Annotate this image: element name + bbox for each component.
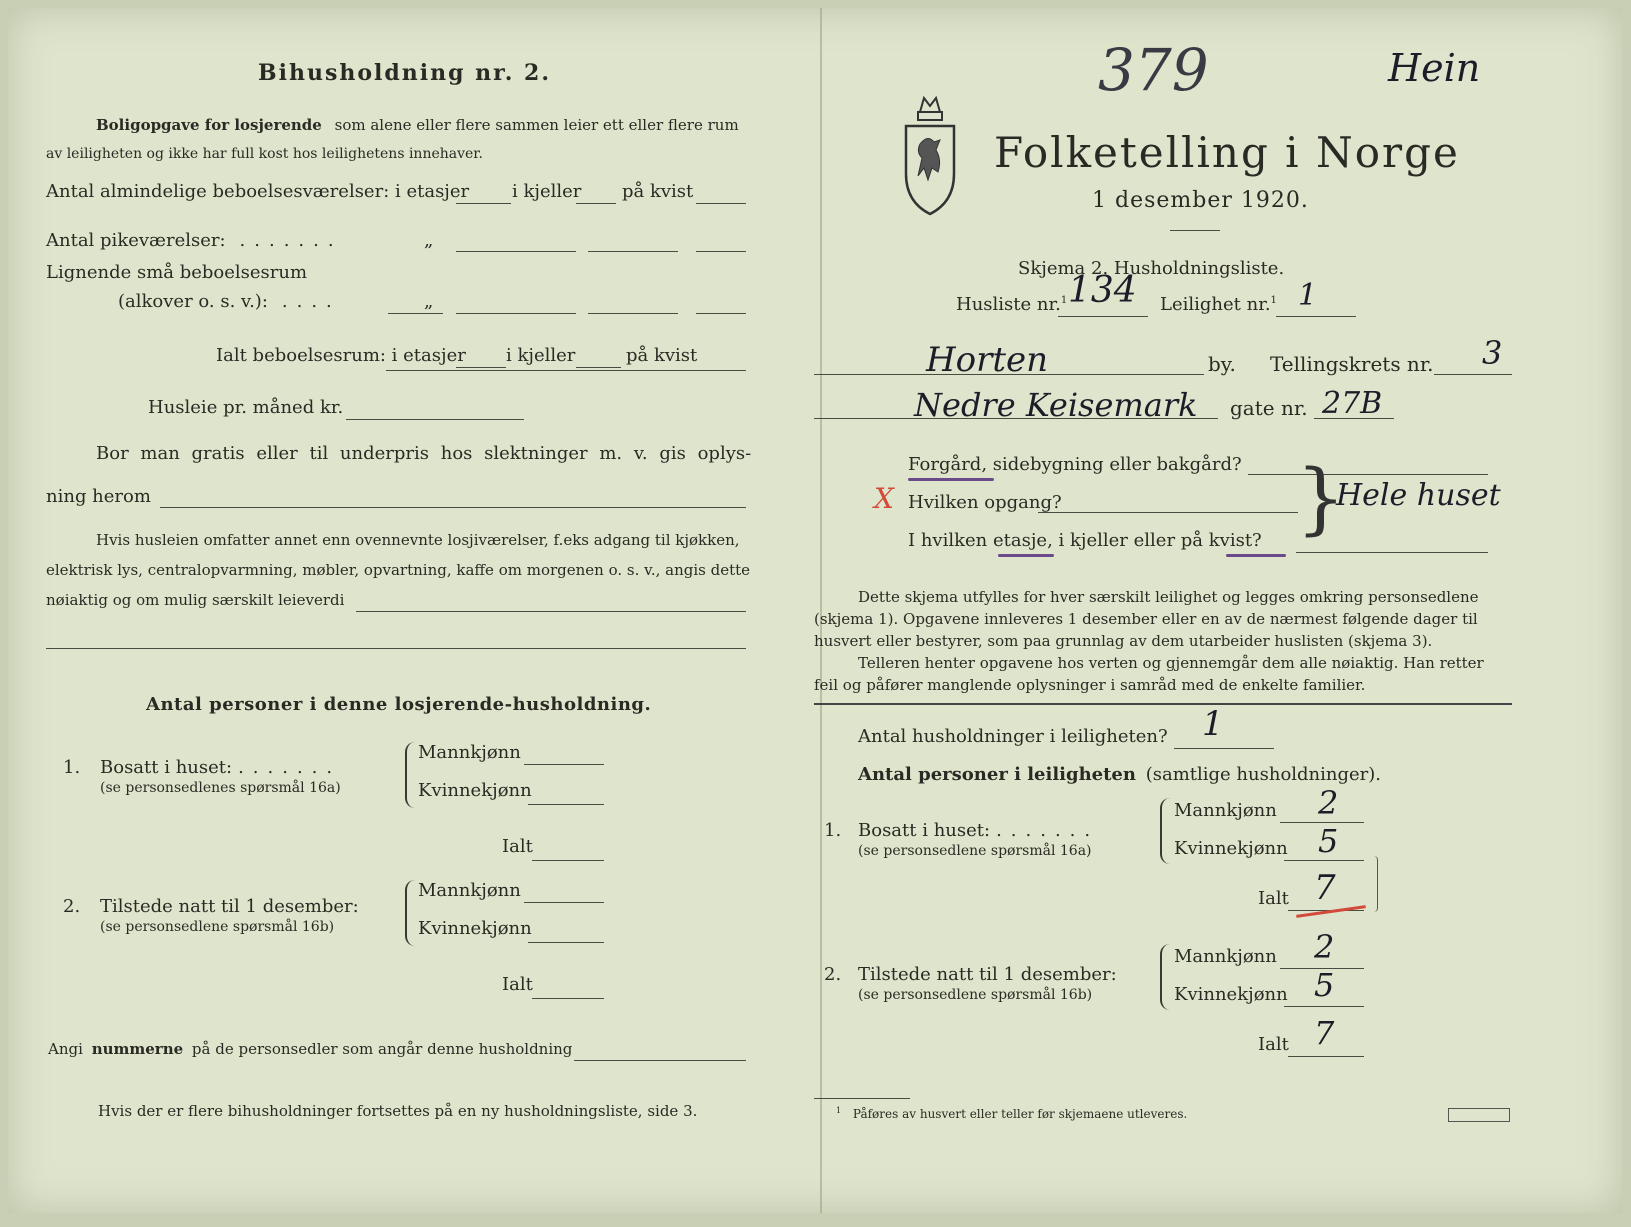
- right-title: Folketelling i Norge: [994, 128, 1460, 177]
- x-mark: X: [874, 482, 894, 515]
- gratis-line1: Bor man gratis eller til underpris hos slektninger m. v. gis oplys-: [96, 443, 752, 464]
- husleie-label: Husleie pr. måned kr.: [148, 397, 344, 418]
- pike-label: Antal pikeværelser: .......: [46, 230, 343, 251]
- lignende-label-2: (alkover o. s. v.): ....: [118, 291, 341, 312]
- leilighet-label: Leilighet nr.$^1$: [1160, 294, 1277, 315]
- info-line3: husvert eller bestyrer, som paa grunnlag av dem utarbeider huslisten (skjema 3).: [814, 632, 1433, 650]
- angi-line: Angi nummerne på de personsedler som angår denne husholdning: [48, 1040, 573, 1058]
- right-q1-label: Bosatt i huset: .......: [858, 820, 1100, 841]
- tellingskrets-label: Tellingskrets nr.: [1270, 352, 1434, 376]
- street-value: Nedre Keisemark: [914, 386, 1198, 424]
- skjema-label: Skjema 2. Husholdningsliste.: [1018, 258, 1285, 279]
- husliste-value: 134: [1068, 270, 1137, 311]
- forgaard-label: Forgård, sidebygning eller bakgård?: [908, 454, 1242, 475]
- left-q1-label: Bosatt i huset: .......: [100, 757, 342, 778]
- gate-value: 27B: [1322, 386, 1383, 421]
- census-form-sheet: Bihusholdning nr. 2. Boligopgave for losjerende som alene eller flere sammen leier ett eller flere rum av leiligheten og ikke har full kost hos leilighetens innehaver. Antal almindelige beboelsesværelser: i etasjer i kjeller på kvist Antal pikeværelser: ....... „ Lignende små beboelsesrum (alkover o. s. v.): .... „ Ialt beboelsesrum: i etasjer i kjeller på kvist Husleie pr. måned kr. Bor man gratis eller til underpris hos slektninger m. v. gis oplys- ning herom Hvis husleien omfatter annet enn ovennevnte losjiværelser, f.eks adgang til kjøkken, elektrisk lys, centralopvarmning, møbler, opvartning, kaffe om morgenen o. s. v., angis dette nøiaktig og om mulig særskilt leieverdi Antal personer i denne losjerende-husholdning. 1. Bosatt i huset: ....... (se personsedlenes spørsmål 16a) Mannkjønn Kvinnekjønn Ialt 2. Tilstede natt til 1 desember: (se personsedlene spørsmål 16b) Mannkjønn Kvinnekjønn Ialt Angi nummerne på de personsedler som angår denne husholdning Hvis der er flere bihusholdninger fortsettes på en ny husholdningsliste, side 3. 379 Hein Folketelling i Norge 1 desember 1920. Skjema 2. Husholdningsliste. Husliste nr.$^1$ 134 Leilighet nr.$^1$ 1 Horten by. Tellingskrets nr. 3 Nedre Keisemark gate nr. 27B Forgård, sidebygning eller bakgård? X Hvilken opgang? } Hele huset I hvilken etasje, i kjeller eller på kvist? Dette skjema utfylles for hver særskilt leilighet og legges omkring personsedlene (skjema 1). Opgavene innleveres 1 desember eller en av de nærmest følgende dager til husvert eller bestyrer, som paa grunnlag av dem utarbeider huslisten (skjema 3). Telleren henter opgavene hos verten og gjennemgår dem alle nøiaktig. Han retter feil og påfører manglende oplysninger i samråd med de enkelte familier. Antal husholdninger i leiligheten? 1 Antal personer i leiligheten (samtlige husholdninger). 1. Bosatt i huset: ....... (se personsedlene spørsmål 16a) Mannkjønn 2 Kvinnekjønn 5 Ialt 7 2. Tilstede natt til 1 desember: (se personsedlene spørsmål 16b) Mannkjønn 2 Kvinnekjønn 5 Ialt 7 $^1$ Påføres av husvert eller teller før skjemaene utleveres.: [8, 8, 1622, 1213]
- husliste-label: Husliste nr.$^1$: [956, 294, 1068, 315]
- husholdninger-value: 1: [1202, 704, 1224, 744]
- rooms-kvist-label: på kvist: [622, 181, 694, 202]
- left-q2-label: Tilstede natt til 1 desember:: [100, 896, 359, 917]
- husleien-line3: nøiaktig og om mulig særskilt leieverdi: [46, 591, 345, 609]
- right-q2-label: Tilstede natt til 1 desember:: [858, 964, 1117, 985]
- left-title: Bihusholdning nr. 2.: [258, 60, 551, 86]
- tellingskrets-value: 3: [1482, 334, 1503, 372]
- lignende-label-1: Lignende små beboelsesrum: [46, 262, 308, 283]
- printer-stamp: [1448, 1108, 1510, 1122]
- husleien-line2: elektrisk lys, centralopvarmning, møbler, opvartning, kaffe om morgenen o. s. v., angis dette: [46, 561, 751, 579]
- leilighet-value: 1: [1298, 278, 1318, 313]
- info-line4: Telleren henter opgavene hos verten og gjennemgår dem alle nøiaktig. Han retter: [858, 654, 1484, 672]
- footnote: $^1$ Påføres av husvert eller teller før skjemaene utleveres.: [836, 1106, 1188, 1121]
- brace-mark: }: [1296, 454, 1346, 544]
- q2-ialt-value: 7: [1314, 1014, 1335, 1052]
- handwritten-corner: Hein: [1388, 46, 1481, 90]
- handwritten-number: 379: [1098, 36, 1209, 104]
- info-line2: (skjema 1). Opgavene innleveres 1 desember eller en av de nærmest følgende dager til: [814, 610, 1478, 628]
- q2-kvinne-value: 5: [1314, 966, 1335, 1004]
- husholdninger-label: Antal husholdninger i leiligheten?: [858, 726, 1168, 747]
- etasje-underline: [998, 554, 1054, 557]
- left-footer: Hvis der er flere bihusholdninger fortsettes på en ny husholdningsliste, side 3.: [98, 1102, 698, 1120]
- ialt-rum-label: Ialt beboelsesrum: i etasjer: [216, 345, 466, 366]
- info-line1: Dette skjema utfylles for hver særskilt leilighet og legges omkring personsedlene: [858, 588, 1479, 606]
- q1-kvinne-value: 5: [1318, 822, 1339, 860]
- q1-ialt-value: 7: [1314, 868, 1336, 908]
- kvist-underline: [1226, 554, 1286, 557]
- q1-mann-value: 2: [1318, 784, 1339, 822]
- city-value: Horten: [926, 340, 1049, 380]
- left-persons-heading: Antal personer i denne losjerende-husholdning.: [146, 694, 652, 715]
- gate-label: gate nr.: [1230, 396, 1308, 420]
- right-persons-heading: Antal personer i leiligheten (samtlige husholdninger).: [858, 764, 1382, 785]
- left-intro-line1: Boligopgave for losjerende som alene eller flere sammen leier ett eller flere rum: [96, 116, 739, 134]
- left-intro-line2: av leiligheten og ikke har full kost hos leilighetens innehaver.: [46, 146, 483, 162]
- right-date: 1 desember 1920.: [1092, 188, 1309, 213]
- by-label: by.: [1208, 352, 1236, 376]
- opgang-label: Hvilken opgang?: [908, 492, 1062, 513]
- norway-coat-of-arms-icon: [898, 94, 962, 216]
- rooms-label: Antal almindelige beboelsesværelser: i etasjer: [46, 181, 470, 202]
- hele-huset-value: Hele huset: [1336, 478, 1501, 513]
- rooms-kjeller-label: i kjeller: [512, 181, 582, 202]
- etasje-label: I hvilken etasje, i kjeller eller på kvist?: [908, 530, 1262, 551]
- gratis-line2: ning herom: [46, 486, 151, 507]
- info-line5: feil og påfører manglende oplysninger i samråd med de enkelte familier.: [814, 676, 1366, 694]
- q2-mann-value: 2: [1314, 928, 1335, 966]
- forgaard-underline: [908, 478, 994, 481]
- husleien-line1: Hvis husleien omfatter annet enn ovennevnte losjiværelser, f.eks adgang til kjøkken,: [96, 531, 740, 549]
